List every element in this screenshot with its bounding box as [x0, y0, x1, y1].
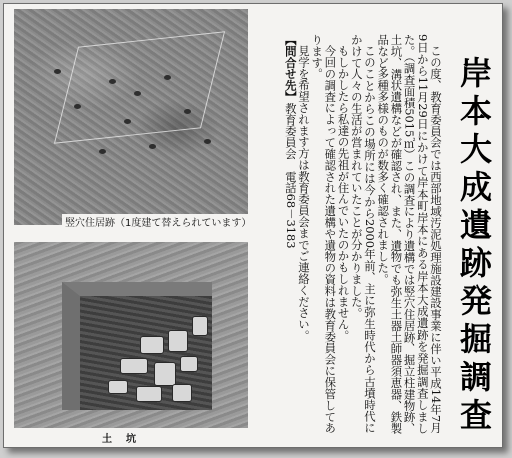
pottery-shard: [108, 380, 128, 394]
contact-info: [284, 34, 297, 434]
article-paragraph: このことからこの場所には今から2000年前、主に弥生時代から古墳時代にかけて人々の生活が営まれていたことが分かりました。: [349, 34, 377, 434]
post-hole: [164, 75, 171, 80]
pottery-shard: [180, 356, 198, 372]
photo-pit-dwelling: [14, 9, 248, 225]
article-paragraph: この度、教育委員会では西部地域汚泥処理施設建設事業に伴い平成14年7月9日から11月29日にかけて岸本町岸本にある岸本大成遺跡を発掘調査しました。（調査面積5015㎡）この調査により遺構では竪穴住居跡、掘立柱建物跡、土坑、溝状遺構などが確認され、また、遺物でも弥生土器土師器須恵器、鉄製品など多種多様のものが数多く確認されました。: [376, 34, 443, 434]
dwelling-outline: [54, 31, 225, 143]
pottery-shard: [168, 330, 188, 352]
pottery-shard: [192, 316, 208, 336]
post-hole: [74, 104, 81, 109]
photo-pit: [14, 242, 248, 428]
newsletter-article: [3, 3, 503, 448]
pit: [62, 282, 212, 410]
post-hole: [204, 139, 211, 144]
photo-caption-dwelling: 竪穴住居跡（1度建て替えられています）: [62, 214, 254, 229]
post-hole: [109, 79, 116, 84]
post-hole: [99, 149, 106, 154]
contact-label: 【問合せ先】: [283, 34, 298, 103]
post-hole: [124, 119, 131, 124]
pottery-shard: [140, 336, 164, 354]
pottery-shard: [172, 384, 192, 402]
pottery-shard: [136, 386, 162, 402]
headline: 岸本大成遺跡発掘調査: [455, 56, 493, 436]
contact-body: 教育委員会 電話68－3183: [283, 102, 298, 249]
photo-caption-pit: 土 坑: [102, 434, 138, 445]
pottery-shard: [154, 362, 176, 386]
post-hole: [54, 69, 61, 74]
pottery-shard: [120, 358, 148, 374]
post-hole: [149, 144, 156, 149]
post-hole: [134, 91, 141, 96]
article-paragraph: もしかしたら私達の先祖が住んでいたのかもしれません。: [336, 45, 351, 342]
article-paragraph: 今回の調査によって確認された遺構や遺物の資料は教育委員会に保管してあります。: [310, 34, 338, 434]
article-paragraph: 見学を希望されます方は教育委員会までご連絡ください。: [296, 45, 311, 342]
post-hole: [184, 109, 191, 114]
article-body: [284, 34, 442, 434]
